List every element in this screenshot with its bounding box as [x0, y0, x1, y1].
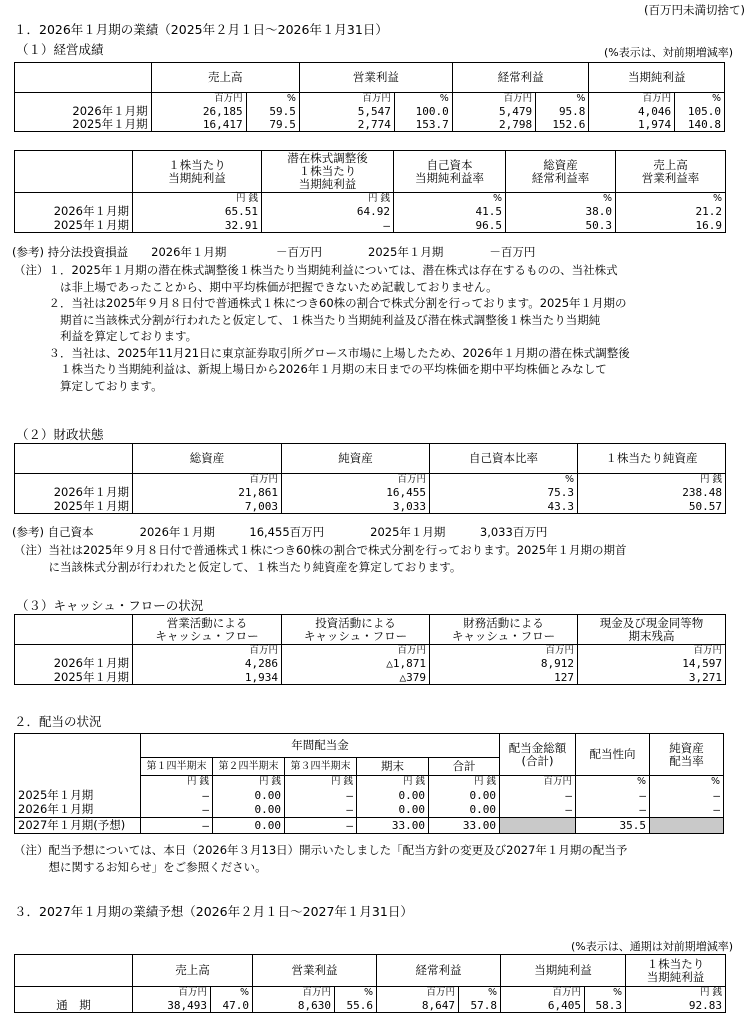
- cash-flow-table: [14, 614, 726, 685]
- table-cell: 26,185: [151, 105, 246, 118]
- unit-cell: %: [675, 93, 725, 105]
- row-label: 2025年１月期: [15, 219, 133, 233]
- table-cell: 3,033: [282, 500, 430, 514]
- section3-note: (%表示は、通期は対前期増減率): [570, 940, 733, 953]
- unit-cell: 百万円: [133, 645, 282, 657]
- row-label: 2025年１月期: [15, 118, 152, 132]
- table-cell: ―: [500, 803, 576, 818]
- row-label: 2026年１月期: [15, 657, 133, 671]
- table-cell: 32.91: [133, 219, 262, 233]
- table-cell: 38.0: [506, 205, 616, 219]
- table-cell: 4,046: [589, 105, 675, 118]
- unit-cell: %: [459, 987, 501, 999]
- th-q1: 第１四半期末: [141, 758, 213, 776]
- table-cell: △379: [282, 671, 430, 685]
- table-cell: 55.6: [335, 999, 377, 1013]
- dividend-notes: [14, 842, 754, 875]
- th-ordinary-profit: 経常利益: [452, 63, 589, 93]
- table-cell: 153.7: [394, 118, 452, 132]
- th-payout-ratio: 配当性向: [576, 734, 650, 776]
- unit-cell: 円 銭: [133, 193, 262, 205]
- table-cell: 8,647: [377, 999, 459, 1013]
- row-label: 通 期: [15, 999, 133, 1013]
- unit-cell: 円 銭: [626, 987, 726, 999]
- table-cell: ―: [285, 803, 357, 818]
- unit-cell: 百万円: [151, 93, 246, 105]
- table-cell: 59.5: [246, 105, 299, 118]
- unit-cell: 円 銭: [262, 193, 394, 205]
- row-label: 2027年１月期(予想): [15, 818, 141, 834]
- th-q3: 第３四半期末: [285, 758, 357, 776]
- shaded-cell: [650, 818, 724, 834]
- table-cell: ―: [141, 803, 213, 818]
- table-cell: 100.0: [394, 105, 452, 118]
- unit-cell: 百万円: [133, 474, 282, 486]
- table-cell: ―: [650, 788, 724, 803]
- table-cell: 0.00: [213, 818, 285, 834]
- note-line: （注）当社は2025年９月８日付で普通株式１株につき60株の割合で株式分割を行っております。2025年１月期の期首: [14, 543, 627, 557]
- unit-cell: 百万円: [282, 474, 430, 486]
- unit-cell: %: [211, 987, 253, 999]
- unit-cell: 円 銭: [429, 776, 500, 788]
- unit-cell: 百万円: [500, 776, 576, 788]
- unit-cell: %: [506, 193, 616, 205]
- table-cell: ―: [650, 803, 724, 818]
- unit-cell: %: [536, 93, 589, 105]
- unit-cell: 百万円: [452, 93, 535, 105]
- table-cell: 5,547: [299, 105, 394, 118]
- table-cell: 16,455: [282, 486, 430, 500]
- note-line: は非上場であったことから、期中平均株価が把握できないため記載しておりません。: [14, 279, 498, 294]
- table-cell: 140.8: [675, 118, 725, 132]
- unit-cell: 百万円: [430, 645, 578, 657]
- table-cell: 21.2: [616, 205, 726, 219]
- section1-sub2-title: （２）財政状態: [16, 427, 104, 442]
- unit-cell: 百万円: [133, 987, 211, 999]
- th-net-profit: 当期純利益: [589, 63, 725, 93]
- unit-cell: %: [576, 776, 650, 788]
- th-eps: １株当たり 当期純利益: [626, 955, 726, 987]
- th-investing-cf: 投資活動による キャッシュ・フロー: [282, 615, 430, 645]
- unit-cell: 円 銭: [213, 776, 285, 788]
- table-cell: 14,597: [578, 657, 726, 671]
- th-total-dividend: 配当金総額 (合計): [500, 734, 576, 776]
- th-dividend-on-net-assets: 純資産 配当率: [650, 734, 724, 776]
- th-operating-profit: 営業利益: [299, 63, 452, 93]
- table-cell: 50.57: [578, 500, 726, 514]
- table-cell: 105.0: [675, 105, 725, 118]
- unit-cell: %: [616, 193, 726, 205]
- table-cell: 41.5: [394, 205, 506, 219]
- th-cash-balance: 現金及び現金同等物 期末残高: [578, 615, 726, 645]
- table-cell: 127: [430, 671, 578, 685]
- section3-title: ３．2027年１月期の業績予想（2026年２月１日～2027年１月31日）: [14, 904, 413, 919]
- row-label: 2025年１月期: [15, 500, 133, 514]
- table-cell: 0.00: [357, 803, 429, 818]
- unit-cell: 円 銭: [578, 474, 726, 486]
- th-sales: 売上高: [151, 63, 299, 93]
- table-cell: ―: [141, 788, 213, 803]
- table-cell: 64.92: [262, 205, 394, 219]
- unit-cell: 百万円: [299, 93, 394, 105]
- table-cell: 1,934: [133, 671, 282, 685]
- th-operating-profit: 営業利益: [253, 955, 377, 987]
- th-total-assets: 総資産: [133, 444, 282, 474]
- table-cell: 75.3: [430, 486, 578, 500]
- th-financing-cf: 財務活動による キャッシュ・フロー: [430, 615, 578, 645]
- unit-note: (百万円未満切捨て): [644, 3, 745, 17]
- table-cell: 92.83: [626, 999, 726, 1013]
- unit-cell: 百万円: [578, 645, 726, 657]
- note-line: 想に関するお知らせ」をご参照ください。: [14, 859, 267, 874]
- table-cell: 16,417: [151, 118, 246, 132]
- note-line: （注）１．2025年１月期の潜在株式調整後１株当たり当期純利益については、潜在株式は存在するものの、当社株式: [14, 263, 618, 277]
- reference-equity: (参考) 自己資本 2026年１月期 16,455百万円 2025年１月期 3,033百万円: [12, 525, 548, 539]
- table-cell: 33.00: [429, 818, 500, 834]
- table-cell: 35.5: [576, 818, 650, 834]
- table-cell: 47.0: [211, 999, 253, 1013]
- table-cell: 0.00: [429, 803, 500, 818]
- row-label: 2026年１月期: [15, 105, 152, 118]
- th-roa: 総資産 経常利益率: [506, 151, 616, 193]
- table-cell: ―: [576, 788, 650, 803]
- section1-sub3-title: （３）キャッシュ・フローの状況: [16, 598, 204, 613]
- table-cell: ―: [500, 788, 576, 803]
- table-cell: △1,871: [282, 657, 430, 671]
- note-line: ３．当社は、2025年11月21日に東京証券取引所グロース市場に上場したため、2026年１月期の潜在株式調整後: [14, 345, 630, 360]
- th-net-assets: 純資産: [282, 444, 430, 474]
- table-cell: 2,798: [452, 118, 535, 132]
- table-cell: 95.8: [536, 105, 589, 118]
- table-cell: 2,774: [299, 118, 394, 132]
- note-line: １株当たり当期純利益は、新規上場日から2026年１月期の末日までの平均株価を期中平均株価とみなして: [14, 362, 607, 376]
- table-cell: 21,861: [133, 486, 282, 500]
- unit-cell: %: [335, 987, 377, 999]
- table-cell: 65.51: [133, 205, 262, 219]
- unit-cell: 円 銭: [141, 776, 213, 788]
- row-label: 2026年１月期: [15, 205, 133, 219]
- table-cell: 33.00: [357, 818, 429, 834]
- th-bps: １株当たり純資産: [578, 444, 726, 474]
- table-cell: ―: [262, 219, 394, 233]
- table-cell: 58.3: [585, 999, 626, 1013]
- results-table: [14, 62, 725, 132]
- table-cell: 0.00: [357, 788, 429, 803]
- note-line: 期首に当該株式分割が行われたと仮定して、１株当たり当期純利益及び潜在株式調整後１株当たり当期純: [14, 312, 601, 327]
- notes2-block: [14, 542, 754, 575]
- table-cell: 8,630: [253, 999, 335, 1013]
- row-label: 2025年１月期: [15, 671, 133, 685]
- th-year-end: 期末: [357, 758, 429, 776]
- notes-block: [14, 262, 754, 394]
- unit-cell: %: [246, 93, 299, 105]
- table-cell: ―: [576, 803, 650, 818]
- table-cell: 7,003: [133, 500, 282, 514]
- per-share-table: [14, 150, 726, 233]
- financial-position-table: [14, 443, 726, 514]
- table-cell: 43.3: [430, 500, 578, 514]
- table-cell: 3,271: [578, 671, 726, 685]
- table-cell: 0.00: [213, 803, 285, 818]
- table-cell: ―: [285, 788, 357, 803]
- table-cell: 238.48: [578, 486, 726, 500]
- th-operating-cf: 営業活動による キャッシュ・フロー: [133, 615, 282, 645]
- note-line: （注）配当予想については、本日（2026年３月13日）開示いたしました「配当方針の変更及び2027年１月期の配当予: [14, 843, 628, 857]
- table-cell: ―: [285, 818, 357, 834]
- table-cell: 0.00: [429, 788, 500, 803]
- row-label: 2026年１月期: [15, 803, 141, 818]
- note-line: に当該株式分割が行われたと仮定して、１株当たり純資産を算定しております。: [14, 559, 462, 574]
- dividend-table: [14, 733, 724, 834]
- unit-cell: 百万円: [253, 987, 335, 999]
- table-cell: 38,493: [133, 999, 211, 1013]
- section1-sub1-note: (%表示は、対前期増減率): [603, 46, 733, 59]
- th-diluted-eps: 潜在株式調整後 １株当たり 当期純利益: [262, 151, 394, 193]
- table-cell: 6,405: [501, 999, 585, 1013]
- table-cell: 1,974: [589, 118, 675, 132]
- row-label: 2026年１月期: [15, 486, 133, 500]
- table-cell: 5,479: [452, 105, 535, 118]
- table-cell: 8,912: [430, 657, 578, 671]
- th-equity-ratio: 自己資本比率: [430, 444, 578, 474]
- th-ordinary-profit: 経常利益: [377, 955, 501, 987]
- unit-cell: 百万円: [282, 645, 430, 657]
- section1-sub1-title: （１）経営成績: [16, 42, 104, 57]
- table-cell: 57.8: [459, 999, 501, 1013]
- th-annual-dividend: 年間配当金: [141, 734, 500, 758]
- table-cell: 0.00: [213, 788, 285, 803]
- th-total: 合計: [429, 758, 500, 776]
- table-cell: 96.5: [394, 219, 506, 233]
- forecast-table: [14, 954, 726, 1013]
- unit-cell: 円 銭: [285, 776, 357, 788]
- th-net-profit: 当期純利益: [501, 955, 626, 987]
- unit-cell: 百万円: [377, 987, 459, 999]
- shaded-cell: [500, 818, 576, 834]
- table-cell: 16.9: [616, 219, 726, 233]
- th-q2: 第２四半期末: [213, 758, 285, 776]
- unit-cell: %: [394, 193, 506, 205]
- table-cell: 152.6: [536, 118, 589, 132]
- th-sales: 売上高: [133, 955, 253, 987]
- unit-cell: %: [394, 93, 452, 105]
- unit-cell: 百万円: [589, 93, 675, 105]
- table-cell: 50.3: [506, 219, 616, 233]
- section2-title: ２．配当の状況: [14, 714, 102, 729]
- table-cell: 79.5: [246, 118, 299, 132]
- unit-cell: %: [430, 474, 578, 486]
- table-cell: 4,286: [133, 657, 282, 671]
- reference-equity-method: (参考) 持分法投資損益 2026年１月期 －百万円 2025年１月期 －百万円: [12, 245, 536, 259]
- unit-cell: %: [585, 987, 626, 999]
- unit-cell: %: [650, 776, 724, 788]
- th-eps: １株当たり 当期純利益: [133, 151, 262, 193]
- note-line: 利益を算定しております。: [14, 329, 198, 343]
- note-line: ２．当社は2025年９月８日付で普通株式１株につき60株の割合で株式分割を行っております。2025年１月期の: [14, 296, 627, 310]
- section1-title: １．2026年１月期の業績（2025年２月１日～2026年１月31日）: [14, 22, 388, 37]
- th-roe: 自己資本 当期純利益率: [394, 151, 506, 193]
- unit-cell: 百万円: [501, 987, 585, 999]
- row-label: 2025年１月期: [15, 788, 141, 803]
- note-line: 算定しております。: [14, 378, 163, 393]
- table-cell: ―: [141, 818, 213, 834]
- unit-cell: 円 銭: [357, 776, 429, 788]
- th-operating-margin: 売上高 営業利益率: [616, 151, 726, 193]
